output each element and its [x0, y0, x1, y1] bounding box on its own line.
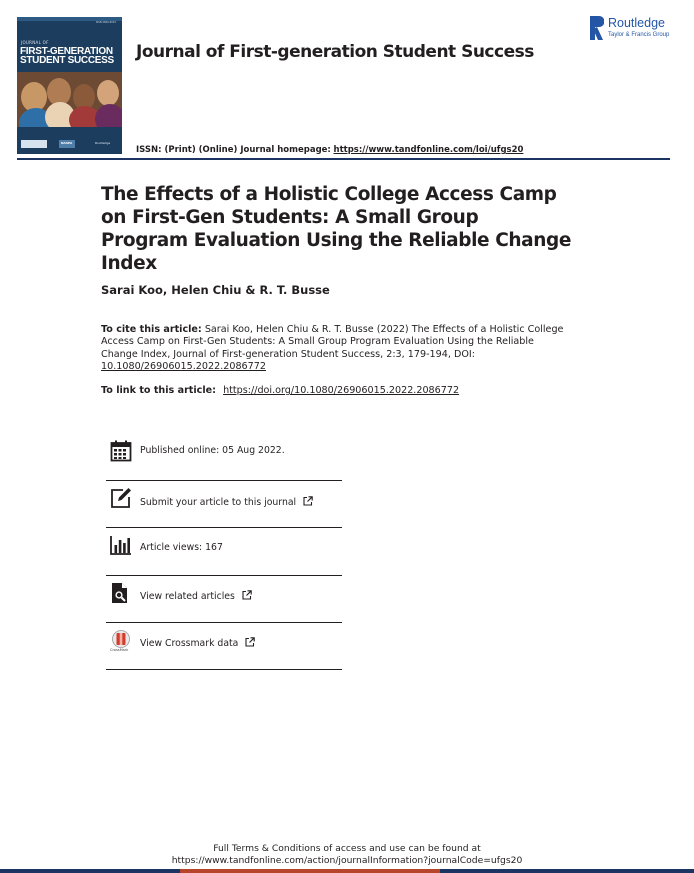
publisher-name: Routledge [608, 16, 665, 30]
external-link-icon [245, 637, 255, 647]
cover-logo-routledge-text: Routledge [95, 141, 111, 145]
issn-label: ISSN: (Print) (Online) Journal homepage: [136, 145, 331, 155]
cover-footer [17, 127, 122, 154]
info-divider [106, 669, 342, 670]
document-search-icon [110, 582, 132, 604]
cover-title-line1: FIRST-GENERATION [20, 46, 113, 57]
article-authors: Sarai Koo, Helen Chiu & R. T. Busse [101, 283, 330, 297]
publisher-subtitle: Taylor & Francis Group [608, 32, 670, 38]
cover-journal-of: JOURNAL OF [21, 40, 49, 45]
link-label: To link to this article: [101, 385, 216, 396]
info-divider [106, 575, 342, 576]
article-link-line [101, 385, 459, 396]
footer-line1: Full Terms & Conditions of access and use can be found at [213, 843, 481, 854]
publisher-logo[interactable] [590, 16, 680, 42]
calendar-icon [110, 440, 132, 462]
submit-article-label: Submit your article to this journal [140, 497, 297, 508]
bottom-bar-accent [180, 869, 440, 873]
journal-title: Journal of First-generation Student Success [136, 42, 534, 62]
info-divider [106, 480, 342, 481]
footer-terms-link[interactable]: https://www.tandfonline.com/action/journalInformation?journalCode=ufgs20 [171, 855, 523, 866]
article-views-row [106, 534, 342, 580]
citation-block [101, 324, 571, 374]
cover-logo-naspa-text: NASPA [61, 141, 73, 145]
cover-title-line2: STUDENT SUCCESS [20, 55, 114, 66]
published-online-text: Published online: 05 Aug 2022. [140, 445, 285, 456]
citation-doi-link[interactable]: 10.1080/26906015.2022.2086772 [101, 361, 266, 373]
cover-title [20, 47, 120, 65]
related-articles-text[interactable] [140, 590, 252, 602]
article-title: The Effects of a Holistic College Access Camp on First-Gen Students: A Small Group Program Evaluation Using the Reliable Change Index [101, 184, 571, 274]
citation-label: To cite this article: [101, 324, 202, 335]
journal-homepage-link[interactable]: https://www.tandfonline.com/loi/ufgs20 [333, 145, 524, 155]
issn-homepage-line [136, 145, 523, 155]
submit-article-text[interactable] [140, 496, 313, 508]
routledge-r-icon [590, 16, 604, 40]
edit-icon [110, 487, 132, 509]
crossmark-label: View Crossmark data [140, 638, 239, 649]
bar-chart-icon [110, 534, 132, 556]
journal-cover [17, 17, 122, 154]
info-divider [106, 622, 342, 623]
cover-logo-center [21, 140, 47, 148]
external-link-icon [303, 496, 313, 506]
external-link-icon [242, 590, 252, 600]
related-articles-label: View related articles [140, 591, 235, 602]
cover-issn: ISSN 2690-6015 [95, 21, 116, 24]
crossmark-logo-text: CrossMark [110, 648, 129, 652]
header-divider [17, 158, 670, 160]
citation-text: Sarai Koo, Helen Chiu & R. T. Busse (2022) The Effects of a Holistic College Access Camp on First-Gen Students: A Small Group Program Evaluation Using the Reliable Change Index, Journal of First-generation Student Success, 2:3, 179-194, DOI: [101, 324, 564, 360]
footer [0, 843, 694, 867]
info-divider [106, 527, 342, 528]
article-doi-link[interactable]: https://doi.org/10.1080/26906015.2022.2086772 [223, 385, 460, 396]
crossmark-text[interactable] [140, 637, 255, 649]
cover-photo [17, 72, 122, 127]
article-views-text: Article views: 167 [140, 542, 223, 553]
